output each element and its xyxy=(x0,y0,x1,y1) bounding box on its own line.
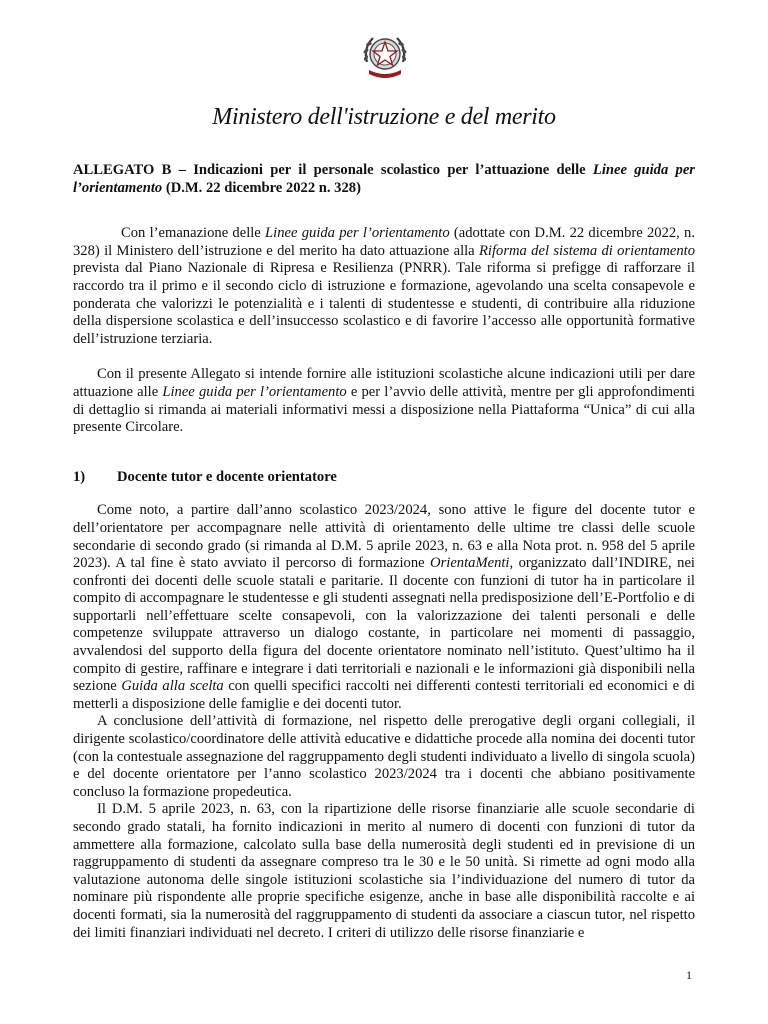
intro-paragraph-2: Con il presente Allegato si intende fornire alle istituzioni scolastiche alcune indicazioni utili per dare attuazione alle Linee guida per l’orientamento e per l’avvio delle attività, mentre per gli approfondimenti di dettaglio si rimanda ai materiali informativi messi a disposizione nella Piattaforma “Unica” di cui alla presente Circolare. xyxy=(73,366,695,436)
ministry-title: Ministero dell'istruzione e del merito xyxy=(212,104,556,130)
intro-paragraph-1: Con l’emanazione delle Linee guida per l’orientamento (adottate con D.M. 22 dicembre 2022, n. 328) il Ministero dell’istruzione e del merito ha dato attuazione alla Riforma del sistema di orientamento prevista dal Piano Nazionale di Ripresa e Resilienza (PNRR). Tale riforma si prefigge di rafforzare il raccordo tra il primo e il secondo ciclo di istruzione e formazione, agevolando una scelta consapevole e ponderata che valorizzi le potenzialità e i talenti di studentesse e studenti, di contribuire alla riduzione della dispersione scolastica e dell’insuccesso scolastico e di favorire l’accesso alle opportunità formative dell’istruzione terziaria. xyxy=(73,225,696,347)
section-paragraph-1: Come noto, a partire dall’anno scolastico 2023/2024, sono attive le figure del docente tutor e dell’orientatore per accompagnare nelle attività di orientamento delle ultime tre classi delle scuole secondarie di secondo grado (si rimanda al D.M. 5 aprile 2023, n. 63 e alla Nota prot. n. 958 del 5 aprile 2023). A tal fine è stato avviato il percorso di formazione OrientaMenti, organizzato dall’INDIRE, nei confronti dei docenti delle scuole statali e paritarie. Il docente con funzioni di tutor ha in particolare il compito di accompagnare le studentesse e gli studenti assegnati nella predisposizione dell’E-Portfolio e di supportarli nell’effettuare scelte consapevoli, con la valorizzazione dei talenti personali e delle competenze sviluppate attraverso un dialogo costante, in particolare nei momenti di passaggio, avvalendosi del supporto della figura del docente orientatore nominato nell’istituto. Quest’ultimo ha il compito di gestire, raffinare e integrare i dati territoriali e nazionali e le informazioni già disponibili nella sezione Guida alla scelta con quelli specifici raccolti nei differenti contesti territoriali ed economici e di metterli a disposizione delle famiglie e dei docenti tutor. xyxy=(73,502,695,712)
section-paragraph-2: A conclusione dell’attività di formazione, nel rispetto delle prerogative degli organi collegiali, il dirigente scolastico/coordinatore delle attività educative e didattiche procede alla nomina dei docenti tutor (con la contestuale assegnazione del raggruppamento degli studenti individuato a livello di singola scuola) e del docente orientatore per l’anno scolastico 2023/2024 tra i docenti che abbiano positivamente concluso la formazione propedeutica. xyxy=(73,713,695,800)
italian-republic-emblem-icon xyxy=(357,28,413,84)
document-body xyxy=(73,162,695,942)
allegato-title: ALLEGATO B – Indicazioni per il personale scolastico per l’attuazione delle Linee guida per l’orientamento (D.M. 22 dicembre 2022 n. 328) xyxy=(73,162,695,196)
page-number: 1 xyxy=(686,968,692,982)
section-heading: 1) Docente tutor e docente orientatore xyxy=(73,468,337,485)
section-paragraph-3: Il D.M. 5 aprile 2023, n. 63, con la ripartizione delle risorse finanziarie alle scuole secondarie di secondo grado statali, ha fornito indicazioni in merito al numero di docenti con funzioni di tutor da ammettere alla formazione, calcolato sulla base della numerosità degli studenti ed in previsione di un raggruppamento di studenti da assegnare compreso tra le 30 e le 50 unità. Si rimette ad ogni modo alla valutazione autonoma delle singole istituzioni scolastiche sia l’individuazione del numero di tutor da nominare più rispondente alle proprie specifiche esigenze, anche in base alle disponibilità raccolte e ai docenti formati, sia la numerosità del raggruppamento di studenti da associare a ciascun tutor, nel rispetto dei limiti finanziari individuati nel decreto. I criteri di utilizzo delle risorse finanziarie e xyxy=(73,801,695,941)
